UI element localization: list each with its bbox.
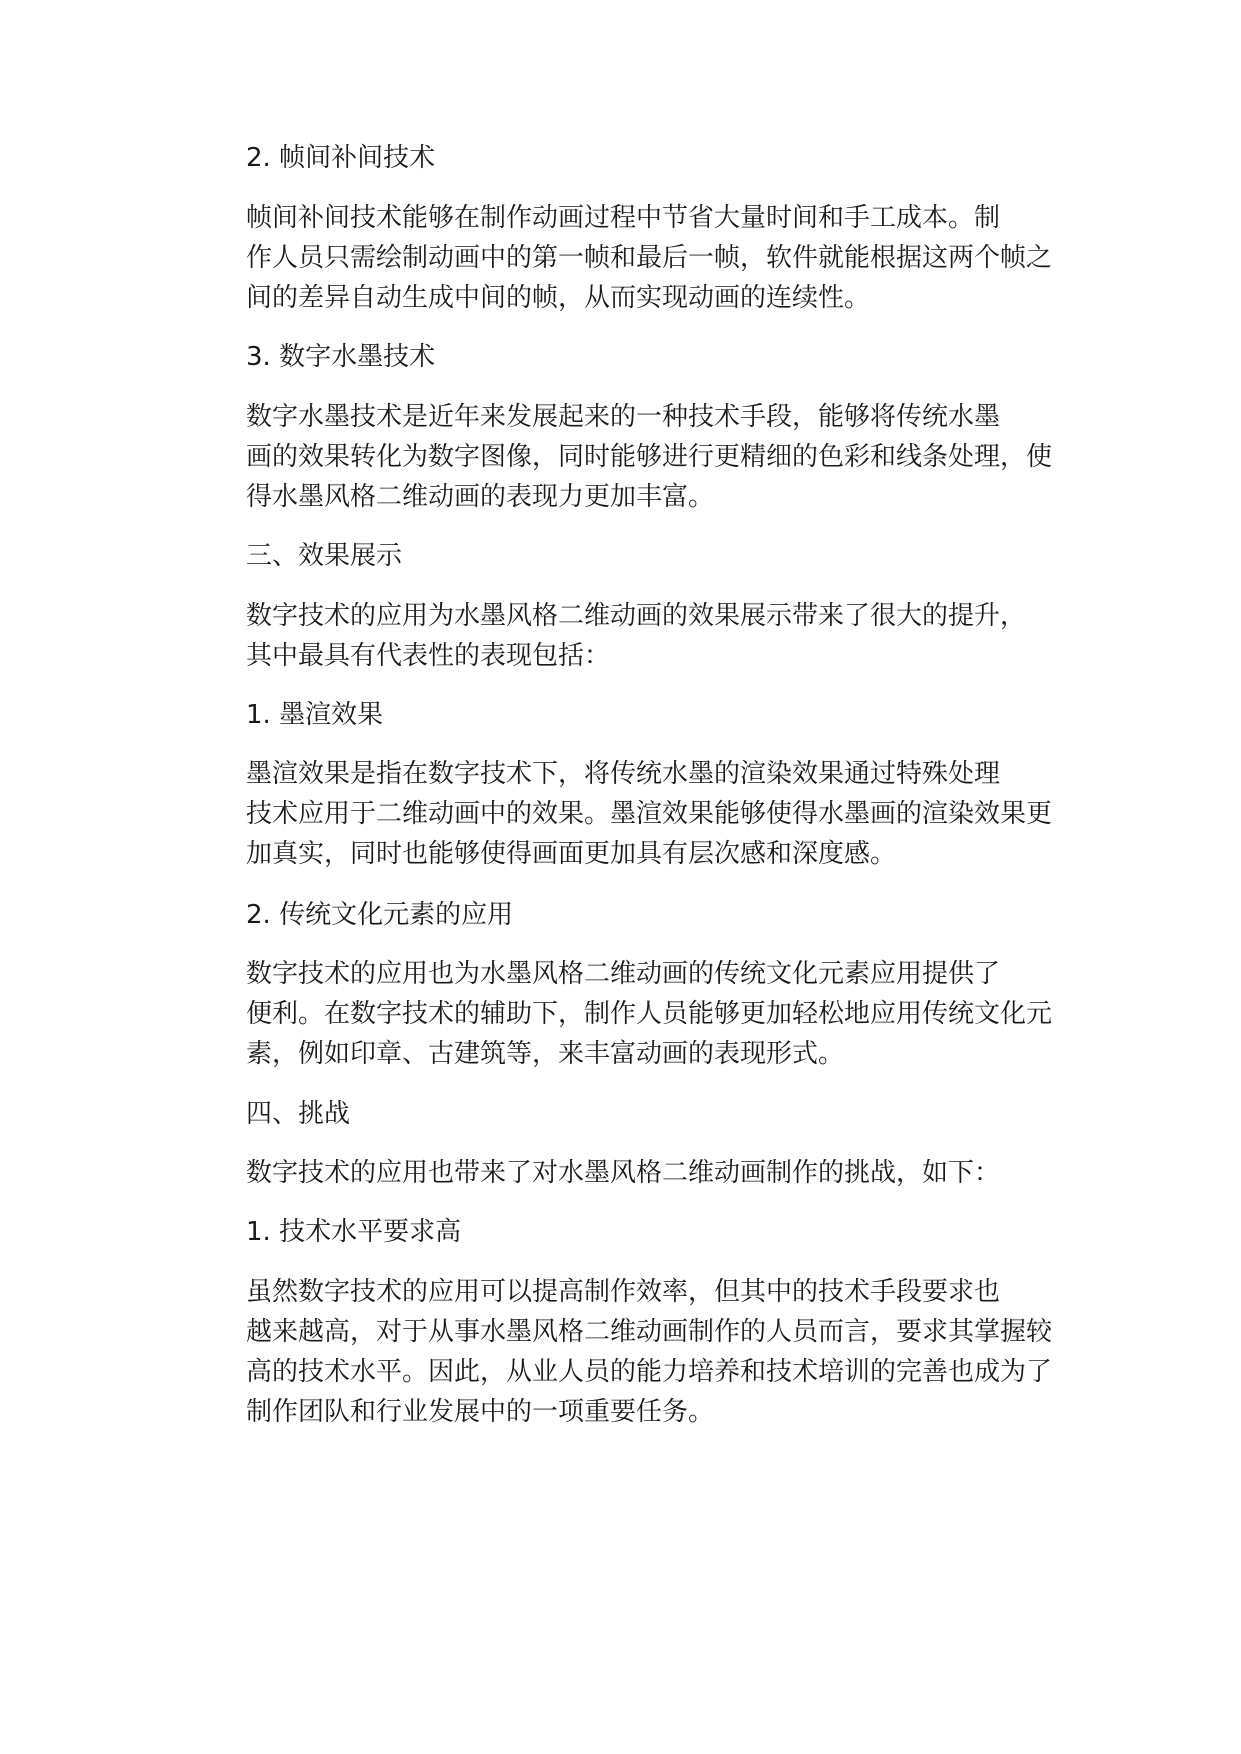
paragraph-line: 越来越高，对于从事水墨风格二维动画制作的人员而言，要求其掌握较 [246,1317,1053,1347]
section-heading: 四、挑战 [246,1099,351,1129]
paragraph-line: 数字水墨技术是近年来发展起来的一种技术手段，能够将传统水墨 [246,402,1001,432]
paragraph [188,198,1088,318]
paragraph-line: 帧间补间技术能够在制作动画过程中节省大量时间和手工成本。制 [246,203,1001,233]
paragraph-line: 制作团队和行业发展中的一项重要任务。 [246,1397,715,1427]
paragraph [188,954,1088,1074]
section-heading: 三、效果展示 [246,541,403,571]
paragraph-line: 技术应用于二维动画中的效果。墨渲效果能够使得水墨画的渲染效果更 [246,799,1053,829]
section-heading: 3. 数字水墨技术 [246,342,436,372]
paragraph-line: 加真实，同时也能够使得画面更加具有层次感和深度感。 [246,839,897,869]
paragraph-line: 便利。在数字技术的辅助下，制作人员能够更加轻松地应用传统文化元 [246,999,1053,1029]
paragraph-line: 数字技术的应用也为水墨风格二维动画的传统文化元素应用提供了 [246,959,1001,989]
paragraph [188,1272,1088,1432]
paragraph-line: 数字技术的应用为水墨风格二维动画的效果展示带来了很大的提升， [246,601,1027,631]
paragraph-line: 素，例如印章、古建筑等，来丰富动画的表现形式。 [246,1039,845,1069]
paragraph [188,397,1088,517]
section-heading: 1. 墨渲效果 [246,700,384,730]
paragraph-line: 作人员只需绘制动画中的第一帧和最后一帧，软件就能根据这两个帧之 [246,243,1053,273]
paragraph-line: 高的技术水平。因此，从业人员的能力培养和技术培训的完善也成为了 [246,1357,1053,1387]
paragraph-line: 数字技术的应用也带来了对水墨风格二维动画制作的挑战，如下： [246,1158,1001,1188]
paragraph [188,754,1088,874]
paragraph [188,1153,1088,1193]
paragraph [188,596,1088,676]
paragraph-line: 画的效果转化为数字图像，同时能够进行更精细的色彩和线条处理，使 [246,442,1053,472]
paragraph-line: 墨渲效果是指在数字技术下，将传统水墨的渲染效果通过特殊处理 [246,759,1001,789]
section-heading: 2. 帧间补间技术 [246,143,436,173]
paragraph-line: 其中最具有代表性的表现包括： [246,641,611,671]
section-heading: 2. 传统文化元素的应用 [246,900,514,930]
section-heading: 1. 技术水平要求高 [246,1217,462,1247]
paragraph-line: 虽然数字技术的应用可以提高制作效率，但其中的技术手段要求也 [246,1277,1001,1307]
paragraph-line: 得水墨风格二维动画的表现力更加丰富。 [246,482,715,512]
paragraph-line: 间的差异自动生成中间的帧，从而实现动画的连续性。 [246,283,871,313]
